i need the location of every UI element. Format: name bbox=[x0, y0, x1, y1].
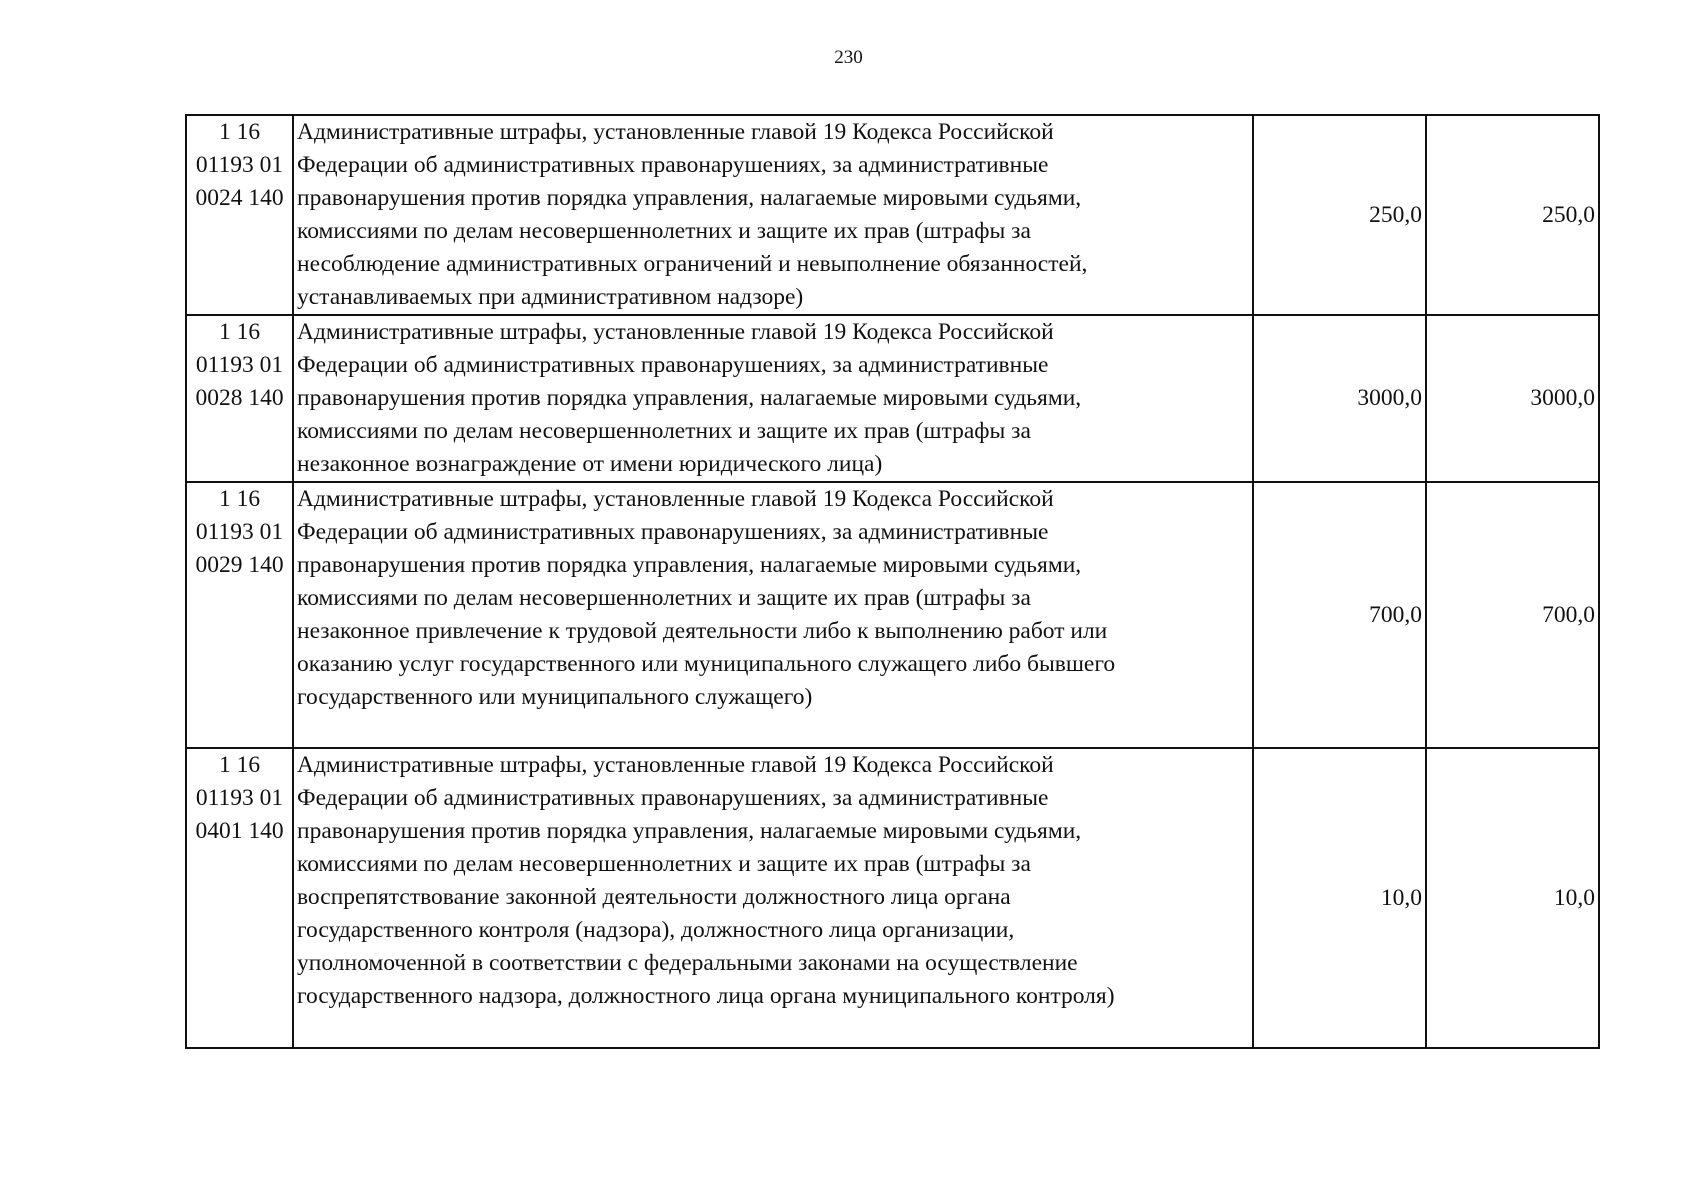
amount-cell-1: 10,0 bbox=[1253, 748, 1426, 1048]
description-line: уполномоченной в соответствии с федеральными законами на осуществление bbox=[297, 950, 1078, 976]
description-line: комиссиями по делам несовершеннолетних и защите их прав (штрафы за bbox=[297, 851, 1031, 877]
code-line: 0401 140 bbox=[195, 818, 284, 844]
amount-cell-2: 700,0 bbox=[1426, 482, 1599, 748]
description-line: комиссиями по делам несовершеннолетних и защите их прав (штрафы за bbox=[297, 218, 1031, 244]
budget-code-cell bbox=[186, 748, 293, 1048]
code-line: 0024 140 bbox=[195, 185, 284, 211]
description-line: устанавливаемых при административном надзоре) bbox=[297, 284, 804, 310]
description-line: Административные штрафы, установленные главой 19 Кодекса Российской bbox=[297, 319, 1054, 345]
description-cell bbox=[293, 748, 1253, 1048]
description-line: несоблюдение административных ограничений и невыполнение обязанностей, bbox=[297, 251, 1088, 277]
description-line: правонарушения против порядка управления, налагаемые мировыми судьями, bbox=[297, 552, 1082, 578]
code-line: 1 16 bbox=[218, 486, 261, 512]
description-line: комиссиями по делам несовершеннолетних и защите их прав (штрафы за bbox=[297, 585, 1031, 611]
description-line: государственного или муниципального служащего) bbox=[297, 684, 813, 710]
description-line: государственного контроля (надзора), должностного лица организации, bbox=[297, 917, 1015, 943]
description-cell bbox=[293, 482, 1253, 748]
table-row bbox=[186, 748, 1599, 1048]
description-line: оказанию услуг государственного или муниципального служащего либо бывшего bbox=[297, 651, 1116, 677]
description-line: Федерации об административных правонарушениях, за административные bbox=[297, 519, 1049, 545]
description-line: правонарушения против порядка управления, налагаемые мировыми судьями, bbox=[297, 385, 1082, 411]
description-line: государственного надзора, должностного лица органа муниципального контроля) bbox=[297, 983, 1115, 1009]
budget-code-cell bbox=[186, 315, 293, 482]
description-cell bbox=[293, 315, 1253, 482]
description-line: воспрепятствование законной деятельности должностного лица органа bbox=[297, 884, 1011, 910]
budget-table bbox=[185, 114, 1600, 1049]
description-line: правонарушения против порядка управления, налагаемые мировыми судьями, bbox=[297, 185, 1082, 211]
code-line: 01193 01 bbox=[195, 352, 284, 378]
description-line: Федерации об административных правонарушениях, за административные bbox=[297, 785, 1049, 811]
description-line: Федерации об административных правонарушениях, за административные bbox=[297, 152, 1049, 178]
budget-code-cell bbox=[186, 482, 293, 748]
amount-cell-2: 10,0 bbox=[1426, 748, 1599, 1048]
table-row bbox=[186, 482, 1599, 748]
description-line: комиссиями по делам несовершеннолетних и защите их прав (штрафы за bbox=[297, 418, 1031, 444]
page-number: 230 bbox=[834, 47, 863, 68]
description-line: Административные штрафы, установленные главой 19 Кодекса Российской bbox=[297, 486, 1054, 512]
description-line: незаконное привлечение к трудовой деятельности либо к выполнению работ или bbox=[297, 618, 1108, 644]
amount-cell-2: 250,0 bbox=[1426, 115, 1599, 315]
budget-code-cell bbox=[186, 115, 293, 315]
amount-cell-1: 700,0 bbox=[1253, 482, 1426, 748]
description-line: незаконное вознаграждение от имени юридического лица) bbox=[297, 451, 883, 477]
code-line: 1 16 bbox=[218, 119, 261, 145]
table-row bbox=[186, 315, 1599, 482]
code-line: 0028 140 bbox=[195, 385, 284, 411]
code-line: 01193 01 bbox=[195, 785, 284, 811]
code-line: 01193 01 bbox=[195, 152, 284, 178]
code-line: 1 16 bbox=[218, 319, 261, 345]
description-line: Административные штрафы, установленные главой 19 Кодекса Российской bbox=[297, 119, 1054, 145]
description-line: правонарушения против порядка управления, налагаемые мировыми судьями, bbox=[297, 818, 1082, 844]
table-row bbox=[186, 115, 1599, 315]
amount-cell-2: 3000,0 bbox=[1426, 315, 1599, 482]
amount-cell-1: 250,0 bbox=[1253, 115, 1426, 315]
code-line: 0029 140 bbox=[195, 552, 284, 578]
description-line: Федерации об административных правонарушениях, за административные bbox=[297, 352, 1049, 378]
amount-cell-1: 3000,0 bbox=[1253, 315, 1426, 482]
description-cell bbox=[293, 115, 1253, 315]
code-line: 1 16 bbox=[218, 752, 261, 778]
code-line: 01193 01 bbox=[195, 519, 284, 545]
description-line: Административные штрафы, установленные главой 19 Кодекса Российской bbox=[297, 752, 1054, 778]
